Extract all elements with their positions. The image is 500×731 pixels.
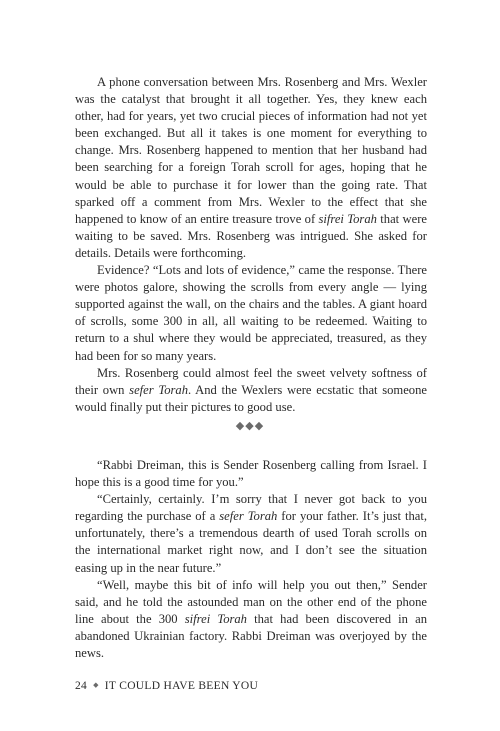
text-run: . And the Wexlers were ecstatic that someone would finally put their pictures to good use. [75, 382, 427, 414]
italic-term: sefer Torah [219, 509, 278, 524]
italic-term: sifrei Torah [184, 611, 247, 626]
paragraph [75, 457, 427, 491]
text-run: that were waiting to be saved. Mrs. Rosenberg was intrigued. She asked for details. Details were forthcoming. [75, 211, 427, 260]
body-text-section-1 [75, 74, 427, 416]
text-run: “Rabbi Dreiman, this is Sender Rosenberg calling from Israel. I hope this is a good time for you.” [75, 458, 427, 490]
italic-term: sefer Torah [129, 382, 188, 397]
italic-term: sifrei Torah [318, 211, 377, 226]
text-run: “Certainly, certainly. I’m sorry that I never got back to you regarding the purchase of a [75, 492, 427, 524]
text-run: A phone conversation between Mrs. Rosenberg and Mrs. Wexler was the catalyst that brought it all together. Yes, they knew each other, had for years, yet two crucial pieces of information had not yet been exchanged. But all it takes is one moment for everything to change. Mrs. Rosenberg happened to mention that her husband had been searching for a foreign Torah scroll for ages, hoping that he would be able to purchase it for lower than the going rate. That sparked off a comment from Mrs. Wexler to the effect that she happened to know of an entire treasure trove of [75, 75, 427, 226]
text-run: “Well, maybe this bit of info will help you out then,” Sender said, and he told the astounded man on the other end of the phone line about the 300 [75, 577, 427, 626]
running-title: IT COULD HAVE BEEN YOU [104, 680, 259, 692]
paragraph [75, 491, 427, 576]
paragraph [75, 577, 427, 662]
paragraph [75, 74, 427, 262]
diamond-separator-icon: ◆ [93, 681, 99, 689]
text-run: Mrs. Rosenberg could almost feel the sweet velvety softness of their own [75, 365, 427, 397]
text-run: for your father. It’s just that, unfortunately, there’s a tremendous dearth of used Torah scrolls on the international market right now, and I don’t see the situation easing up in the near future.” [75, 509, 427, 575]
section-divider-ornament: ◆◆◆ [235, 419, 265, 432]
page-number: 24 [75, 680, 88, 692]
body-text-section-2 [75, 457, 427, 662]
text-run: Evidence? “Lots and lots of evidence,” came the response. There were photos galore, showing the scrolls from every angle — lying supported against the wall, on the chairs and the tables. A giant hoard of scrolls, some 300 in all, all waiting to be redeemed. Waiting to return to a shul where they would be appreciated, treasured, as they had been for so many years. [75, 263, 427, 363]
paragraph [75, 262, 427, 365]
page-footer [75, 680, 258, 692]
text-run: that had been discovered in an abandoned Ukrainian factory. Rabbi Dreiman was overjoyed by the news. [75, 611, 427, 661]
paragraph [75, 365, 427, 416]
